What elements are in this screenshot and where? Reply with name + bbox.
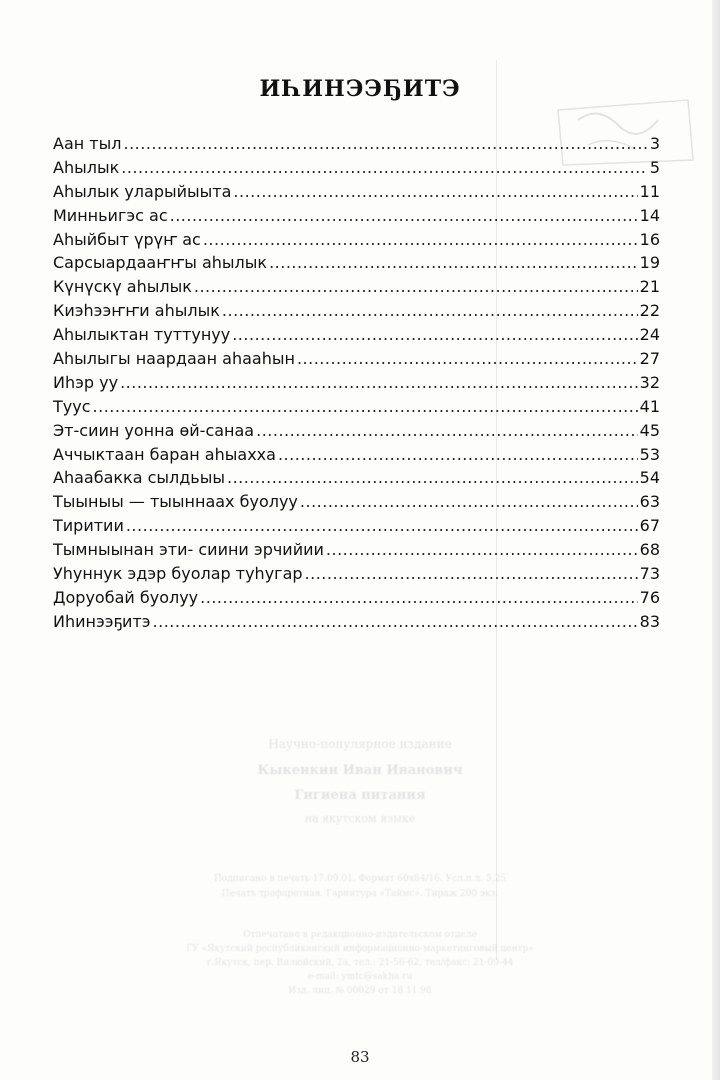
toc-entry-title: Киэһээҥҥи аһылык xyxy=(53,301,220,321)
bleed-through-text: Изд. лиц. № 00029 от 18.11.98 xyxy=(288,986,432,996)
toc-entry-title: Иһинээҕитэ xyxy=(53,611,151,631)
toc-entry-page-number: 5 xyxy=(649,157,660,177)
toc-entry xyxy=(53,516,660,540)
toc-dot-leader xyxy=(203,230,638,249)
toc-dot-leader xyxy=(300,492,638,511)
toc-dot-leader xyxy=(278,445,638,464)
toc-entry-page-number: 3 xyxy=(649,134,660,153)
bleed-through-text: на якутском языке xyxy=(304,812,416,825)
toc-entry-title: Минньигэс ас xyxy=(53,205,168,225)
toc-entry-page-number: 68 xyxy=(639,540,660,560)
toc-entry-title: Аһылык уларыйыыта xyxy=(53,181,232,201)
toc-dot-leader xyxy=(222,301,638,320)
toc-entry-title: Аһыйбыт үрүҥ ас xyxy=(53,229,201,249)
toc-dot-leader xyxy=(123,134,647,153)
toc-entry-title: Сарсыардааҥҥы аһылык xyxy=(53,253,268,273)
page-number: 83 xyxy=(350,1048,370,1066)
toc-entry xyxy=(53,349,660,373)
toc-entry-page-number: 16 xyxy=(639,229,660,249)
page-edge-shadow xyxy=(712,0,720,1080)
toc-entry xyxy=(53,230,660,254)
toc-dot-leader xyxy=(121,158,648,177)
toc-dot-leader xyxy=(305,564,638,583)
toc-dot-leader xyxy=(227,468,638,487)
toc-entry xyxy=(53,612,660,636)
toc-entry xyxy=(53,397,660,421)
toc-entry-page-number: 24 xyxy=(639,325,660,345)
toc-entry-page-number: 63 xyxy=(639,492,660,512)
bleed-through-text: e-mail: ymtc@sakha.ru xyxy=(307,972,413,982)
toc-entry-page-number: 11 xyxy=(639,181,660,201)
toc-entry-page-number: 32 xyxy=(639,372,660,392)
toc-entry-page-number: 22 xyxy=(639,301,660,321)
bleed-through-text: ГУ «Якутский республиканский информационно-маркетинговый центр» xyxy=(186,944,534,954)
toc-entry-title: Тымныынан эти- сиини эрчийии xyxy=(53,540,324,560)
bleed-through-text: Подписано в печать 17.09.01. Формат 60х84/16. Усл.п.л. 5,25 xyxy=(213,874,507,884)
bleed-through-text: Кыкенкин Иван Иванович xyxy=(257,763,463,778)
toc-dot-leader xyxy=(194,277,638,296)
toc-entry-page-number: 83 xyxy=(639,611,660,631)
toc-entry xyxy=(53,182,660,206)
toc-dot-leader xyxy=(153,612,638,631)
toc-entry-title: Аһылык xyxy=(53,157,120,177)
toc-entry-title: Күнүскү аһылык xyxy=(53,277,192,297)
bleed-through-text: Гигиена питания xyxy=(294,788,426,803)
toc-dot-leader xyxy=(93,397,638,416)
toc-entry xyxy=(53,301,660,325)
toc-entry xyxy=(53,564,660,588)
toc-dot-leader xyxy=(126,516,638,535)
toc-entry xyxy=(53,134,660,158)
toc-entry-title: Аһылыгы наардаан аһааһын xyxy=(53,349,295,369)
toc-entry-title: Уһуннук эдэр буолар туһугар xyxy=(53,564,303,584)
toc-entry-page-number: 27 xyxy=(639,349,660,369)
toc-entry-title: Туус xyxy=(53,396,91,416)
toc-entry-title: Тиритии xyxy=(53,516,124,536)
table-of-contents xyxy=(53,134,660,636)
toc-entry-title: Аччыктаан баран аһыахха xyxy=(53,444,276,464)
toc-entry-page-number: 54 xyxy=(639,468,660,488)
toc-entry-page-number: 14 xyxy=(639,205,660,225)
toc-entry xyxy=(53,468,660,492)
toc-entry xyxy=(53,277,660,301)
toc-entry-title: Аан тыл xyxy=(53,134,122,153)
toc-entry xyxy=(53,445,660,469)
toc-entry xyxy=(53,421,660,445)
toc-entry-page-number: 53 xyxy=(639,444,660,464)
toc-entry-page-number: 67 xyxy=(639,516,660,536)
toc-entry xyxy=(53,492,660,516)
toc-entry-title: Доруобай буолуу xyxy=(53,587,199,607)
toc-dot-leader xyxy=(200,588,637,607)
page-title: ИҺИНЭЭҔИТЭ xyxy=(259,76,461,102)
toc-entry-page-number: 45 xyxy=(639,420,660,440)
toc-dot-leader xyxy=(269,253,638,272)
toc-entry xyxy=(53,206,660,230)
toc-dot-leader xyxy=(120,373,638,392)
bleed-through-text: Научно-популярное издание xyxy=(268,737,452,751)
toc-entry-title: Аһылыктан туттунуу xyxy=(53,325,231,345)
toc-entry-title: Эт-сиин уонна өй-санаа xyxy=(53,420,255,440)
toc-dot-leader xyxy=(233,182,637,201)
toc-entry xyxy=(53,158,660,182)
toc-entry-page-number: 21 xyxy=(639,277,660,297)
toc-entry-page-number: 76 xyxy=(639,587,660,607)
toc-entry-page-number: 19 xyxy=(639,253,660,273)
bleed-through-text: Отпечатано в редакционно-издательском отделе xyxy=(243,930,477,940)
toc-dot-leader xyxy=(326,540,638,559)
toc-dot-leader xyxy=(256,421,638,440)
bleed-through-text: г.Якутск, пер. Вилюйский, 2а, тел.: 21-56-62, тел/факс: 21-09-44 xyxy=(206,958,514,968)
toc-entry xyxy=(53,373,660,397)
toc-entry xyxy=(53,540,660,564)
toc-entry-title: Аһаабакка сылдьыы xyxy=(53,468,225,488)
toc-entry xyxy=(53,253,660,277)
toc-dot-leader xyxy=(170,206,638,225)
toc-dot-leader xyxy=(232,325,637,344)
bleed-through-text: Печать трафаретная. Гарнитура «Таймс». Тираж 200 экз. xyxy=(221,889,499,899)
toc-entry-page-number: 41 xyxy=(639,396,660,416)
toc-dot-leader xyxy=(297,349,638,368)
toc-entry-page-number: 73 xyxy=(639,564,660,584)
toc-entry-title: Иһэр уу xyxy=(53,372,119,392)
toc-entry xyxy=(53,325,660,349)
toc-entry xyxy=(53,588,660,612)
toc-entry-title: Тыыныы — тыыннаах буолуу xyxy=(53,492,298,512)
